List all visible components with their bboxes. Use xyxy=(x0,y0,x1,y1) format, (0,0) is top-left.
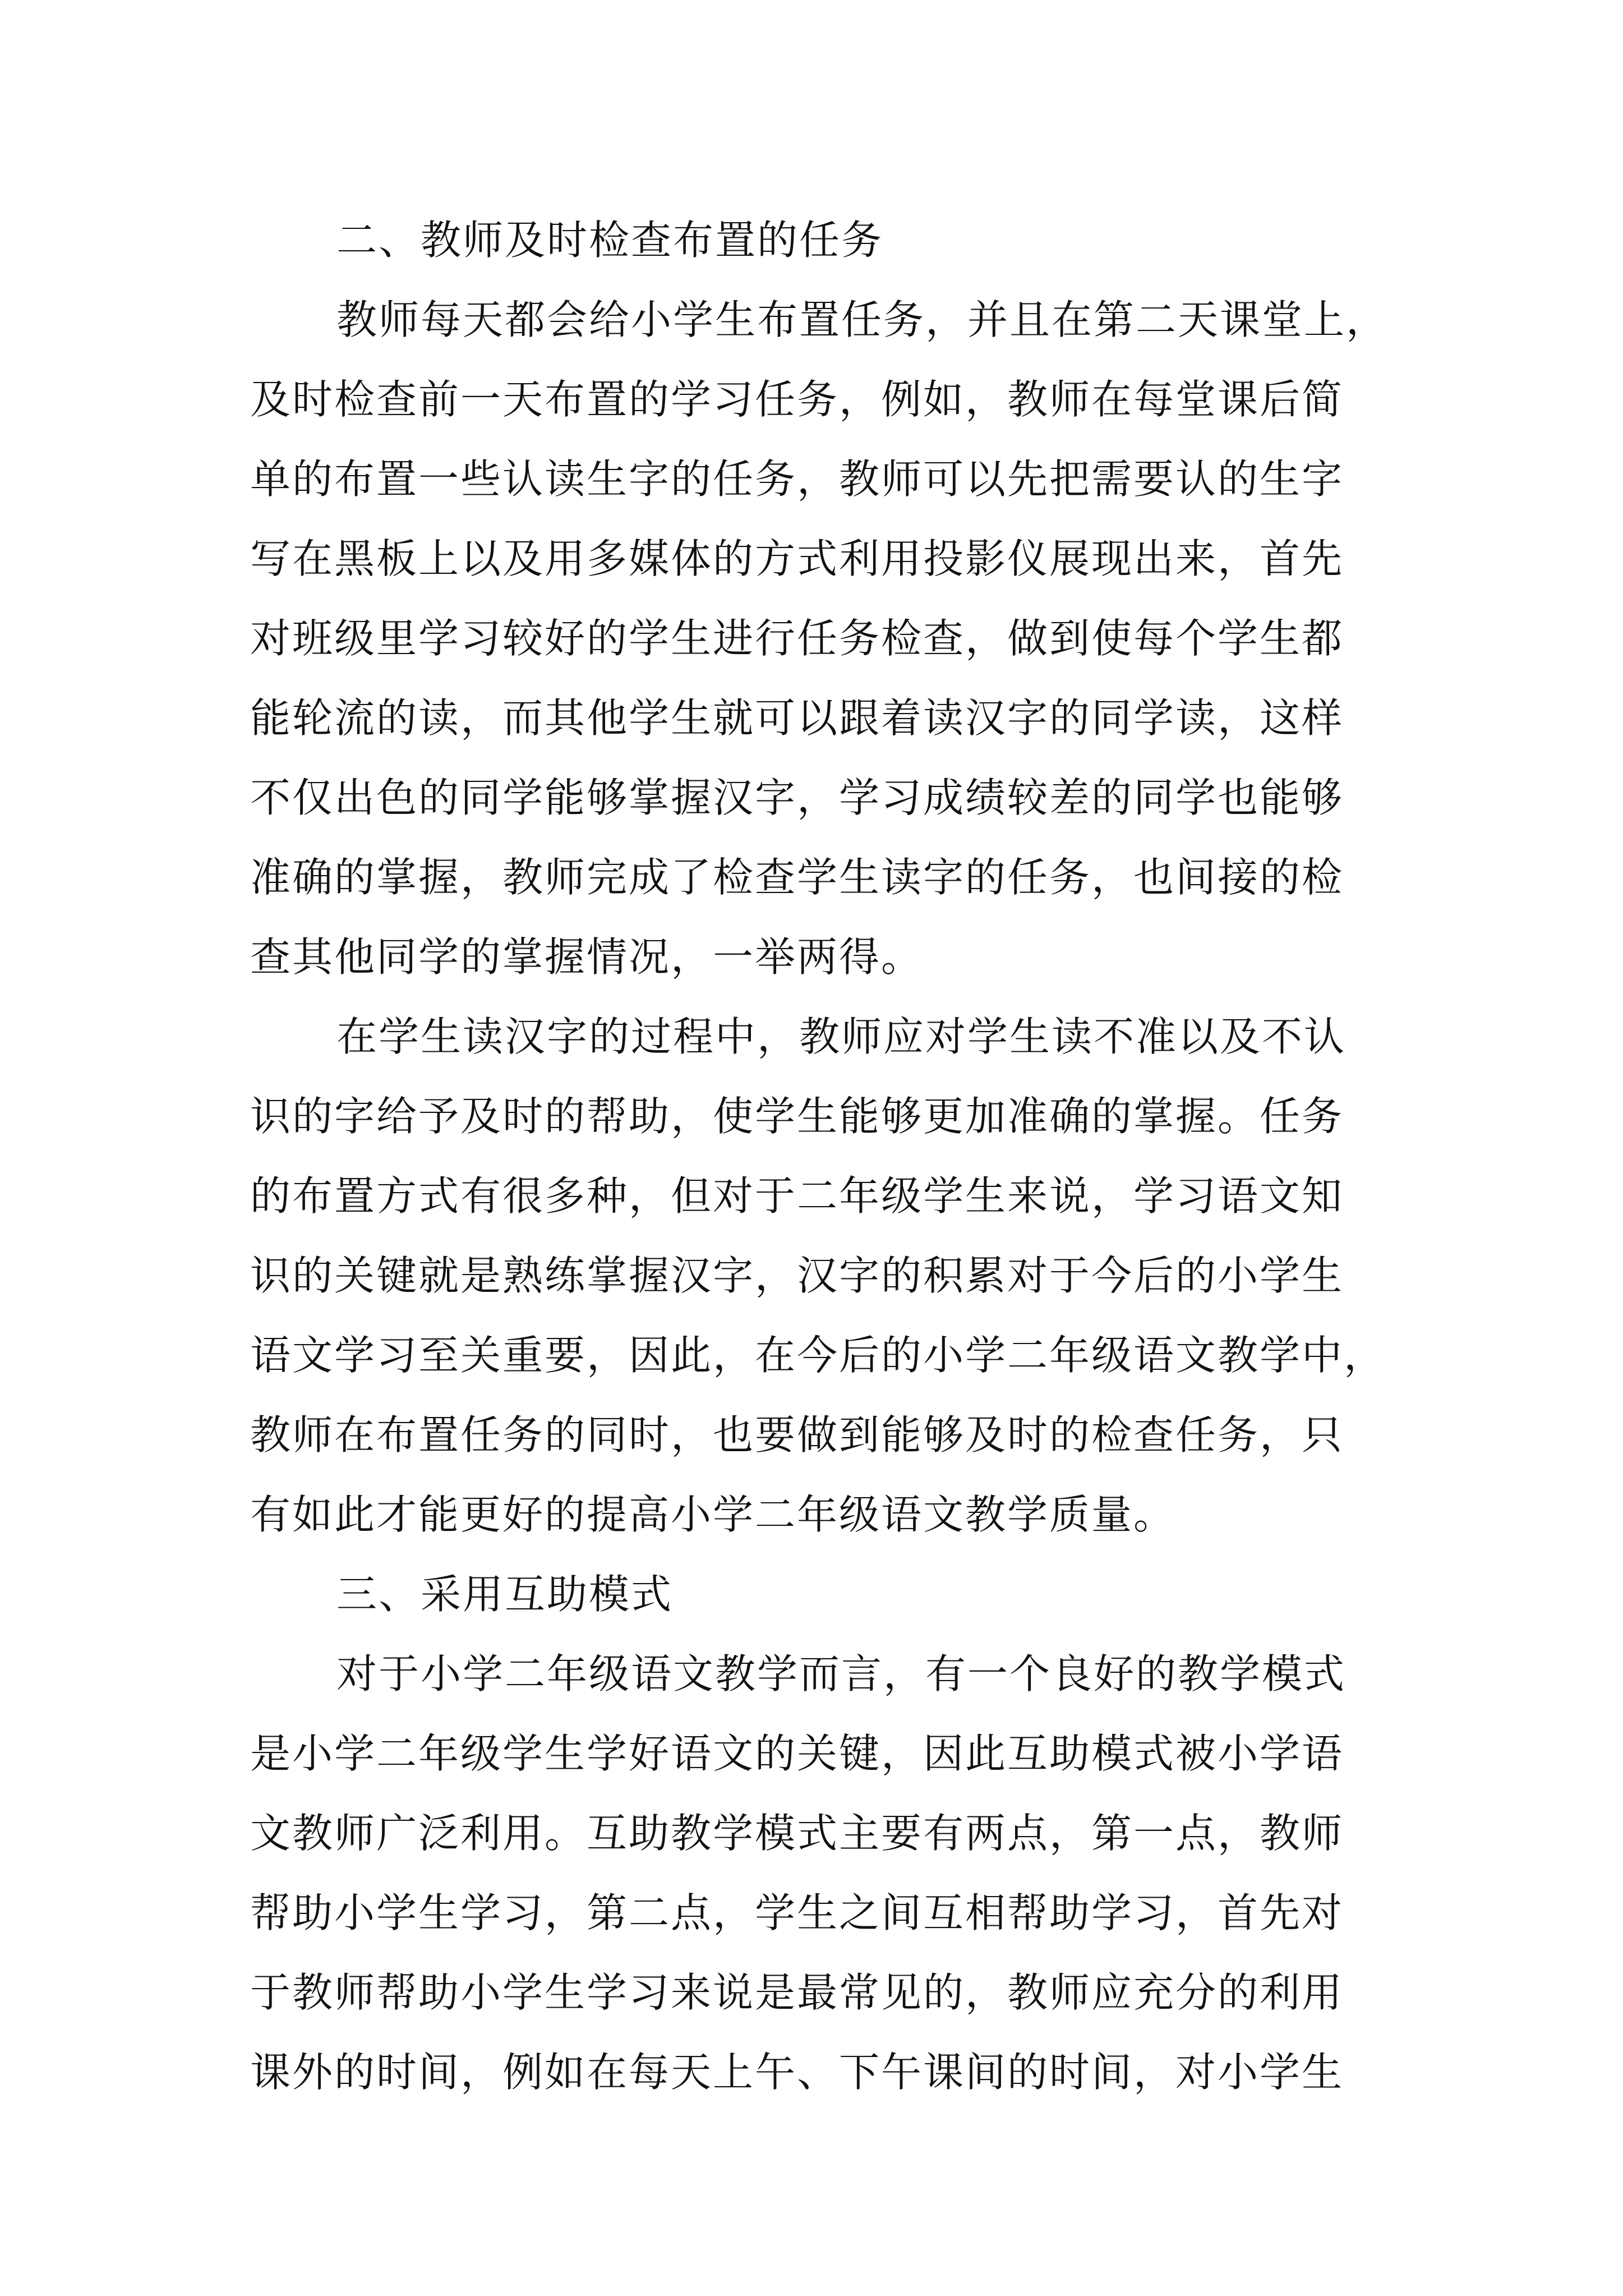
paragraph-line: 能轮流的读，而其他学生就可以跟着读汉字的同学读，这样 xyxy=(250,694,1344,742)
paragraph-line: 查其他同学的掌握情况，一举两得。 xyxy=(250,933,924,981)
paragraph-line: 准确的掌握，教师完成了检查学生读字的任务，也间接的检 xyxy=(250,854,1344,901)
paragraph-line: 课外的时间，例如在每天上午、下午课间的时间，对小学生 xyxy=(250,2049,1344,2096)
paragraph-line: 文教师广泛利用。互助教学模式主要有两点，第一点，教师 xyxy=(250,1810,1344,1857)
paragraph-line: 不仅出色的同学能够掌握汉字，学习成绩较差的同学也能够 xyxy=(250,774,1344,821)
paragraph-line: 的布置方式有很多种，但对于二年级学生来说，学习语文知 xyxy=(250,1172,1344,1220)
paragraph-line: 语文学习至关重要，因此，在今后的小学二年级语文教学中， xyxy=(250,1332,1386,1379)
section-heading-3: 三、采用互助模式 xyxy=(336,1571,674,1618)
paragraph-line: 对于小学二年级语文教学而言，有一个良好的教学模式 xyxy=(336,1650,1347,1697)
paragraph-line: 教师在布置任务的同时，也要做到能够及时的检查任务，只 xyxy=(250,1411,1344,1458)
paragraph-line: 写在黑板上以及用多媒体的方式利用投影仪展现出来，首先 xyxy=(250,535,1344,582)
paragraph-line: 是小学二年级学生学好语文的关键，因此互助模式被小学语 xyxy=(250,1730,1344,1777)
paragraph-line: 识的字给予及时的帮助，使学生能够更加准确的掌握。任务 xyxy=(250,1093,1344,1140)
paragraph-line: 对班级里学习较好的学生进行任务检查，做到使每个学生都 xyxy=(250,615,1344,662)
paragraph-line: 及时检查前一天布置的学习任务，例如，教师在每堂课后简 xyxy=(250,376,1344,423)
paragraph-line: 在学生读汉字的过程中，教师应对学生读不准以及不认 xyxy=(336,1013,1347,1060)
paragraph-line: 于教师帮助小学生学习来说是最常见的，教师应充分的利用 xyxy=(250,1969,1344,2016)
paragraph-line: 单的布置一些认读生字的任务，教师可以先把需要认的生字 xyxy=(250,455,1344,503)
paragraph-line: 识的关键就是熟练掌握汉字，汉字的积累对于今后的小学生 xyxy=(250,1252,1344,1299)
paragraph-line: 有如此才能更好的提高小学二年级语文教学质量。 xyxy=(250,1491,1176,1538)
paragraph-line: 帮助小学生学习，第二点，学生之间互相帮助学习，首先对 xyxy=(250,1889,1344,1936)
paragraph-line: 教师每天都会给小学生布置任务，并且在第二天课堂上， xyxy=(336,296,1389,343)
section-heading-2: 二、教师及时检查布置的任务 xyxy=(336,217,884,264)
